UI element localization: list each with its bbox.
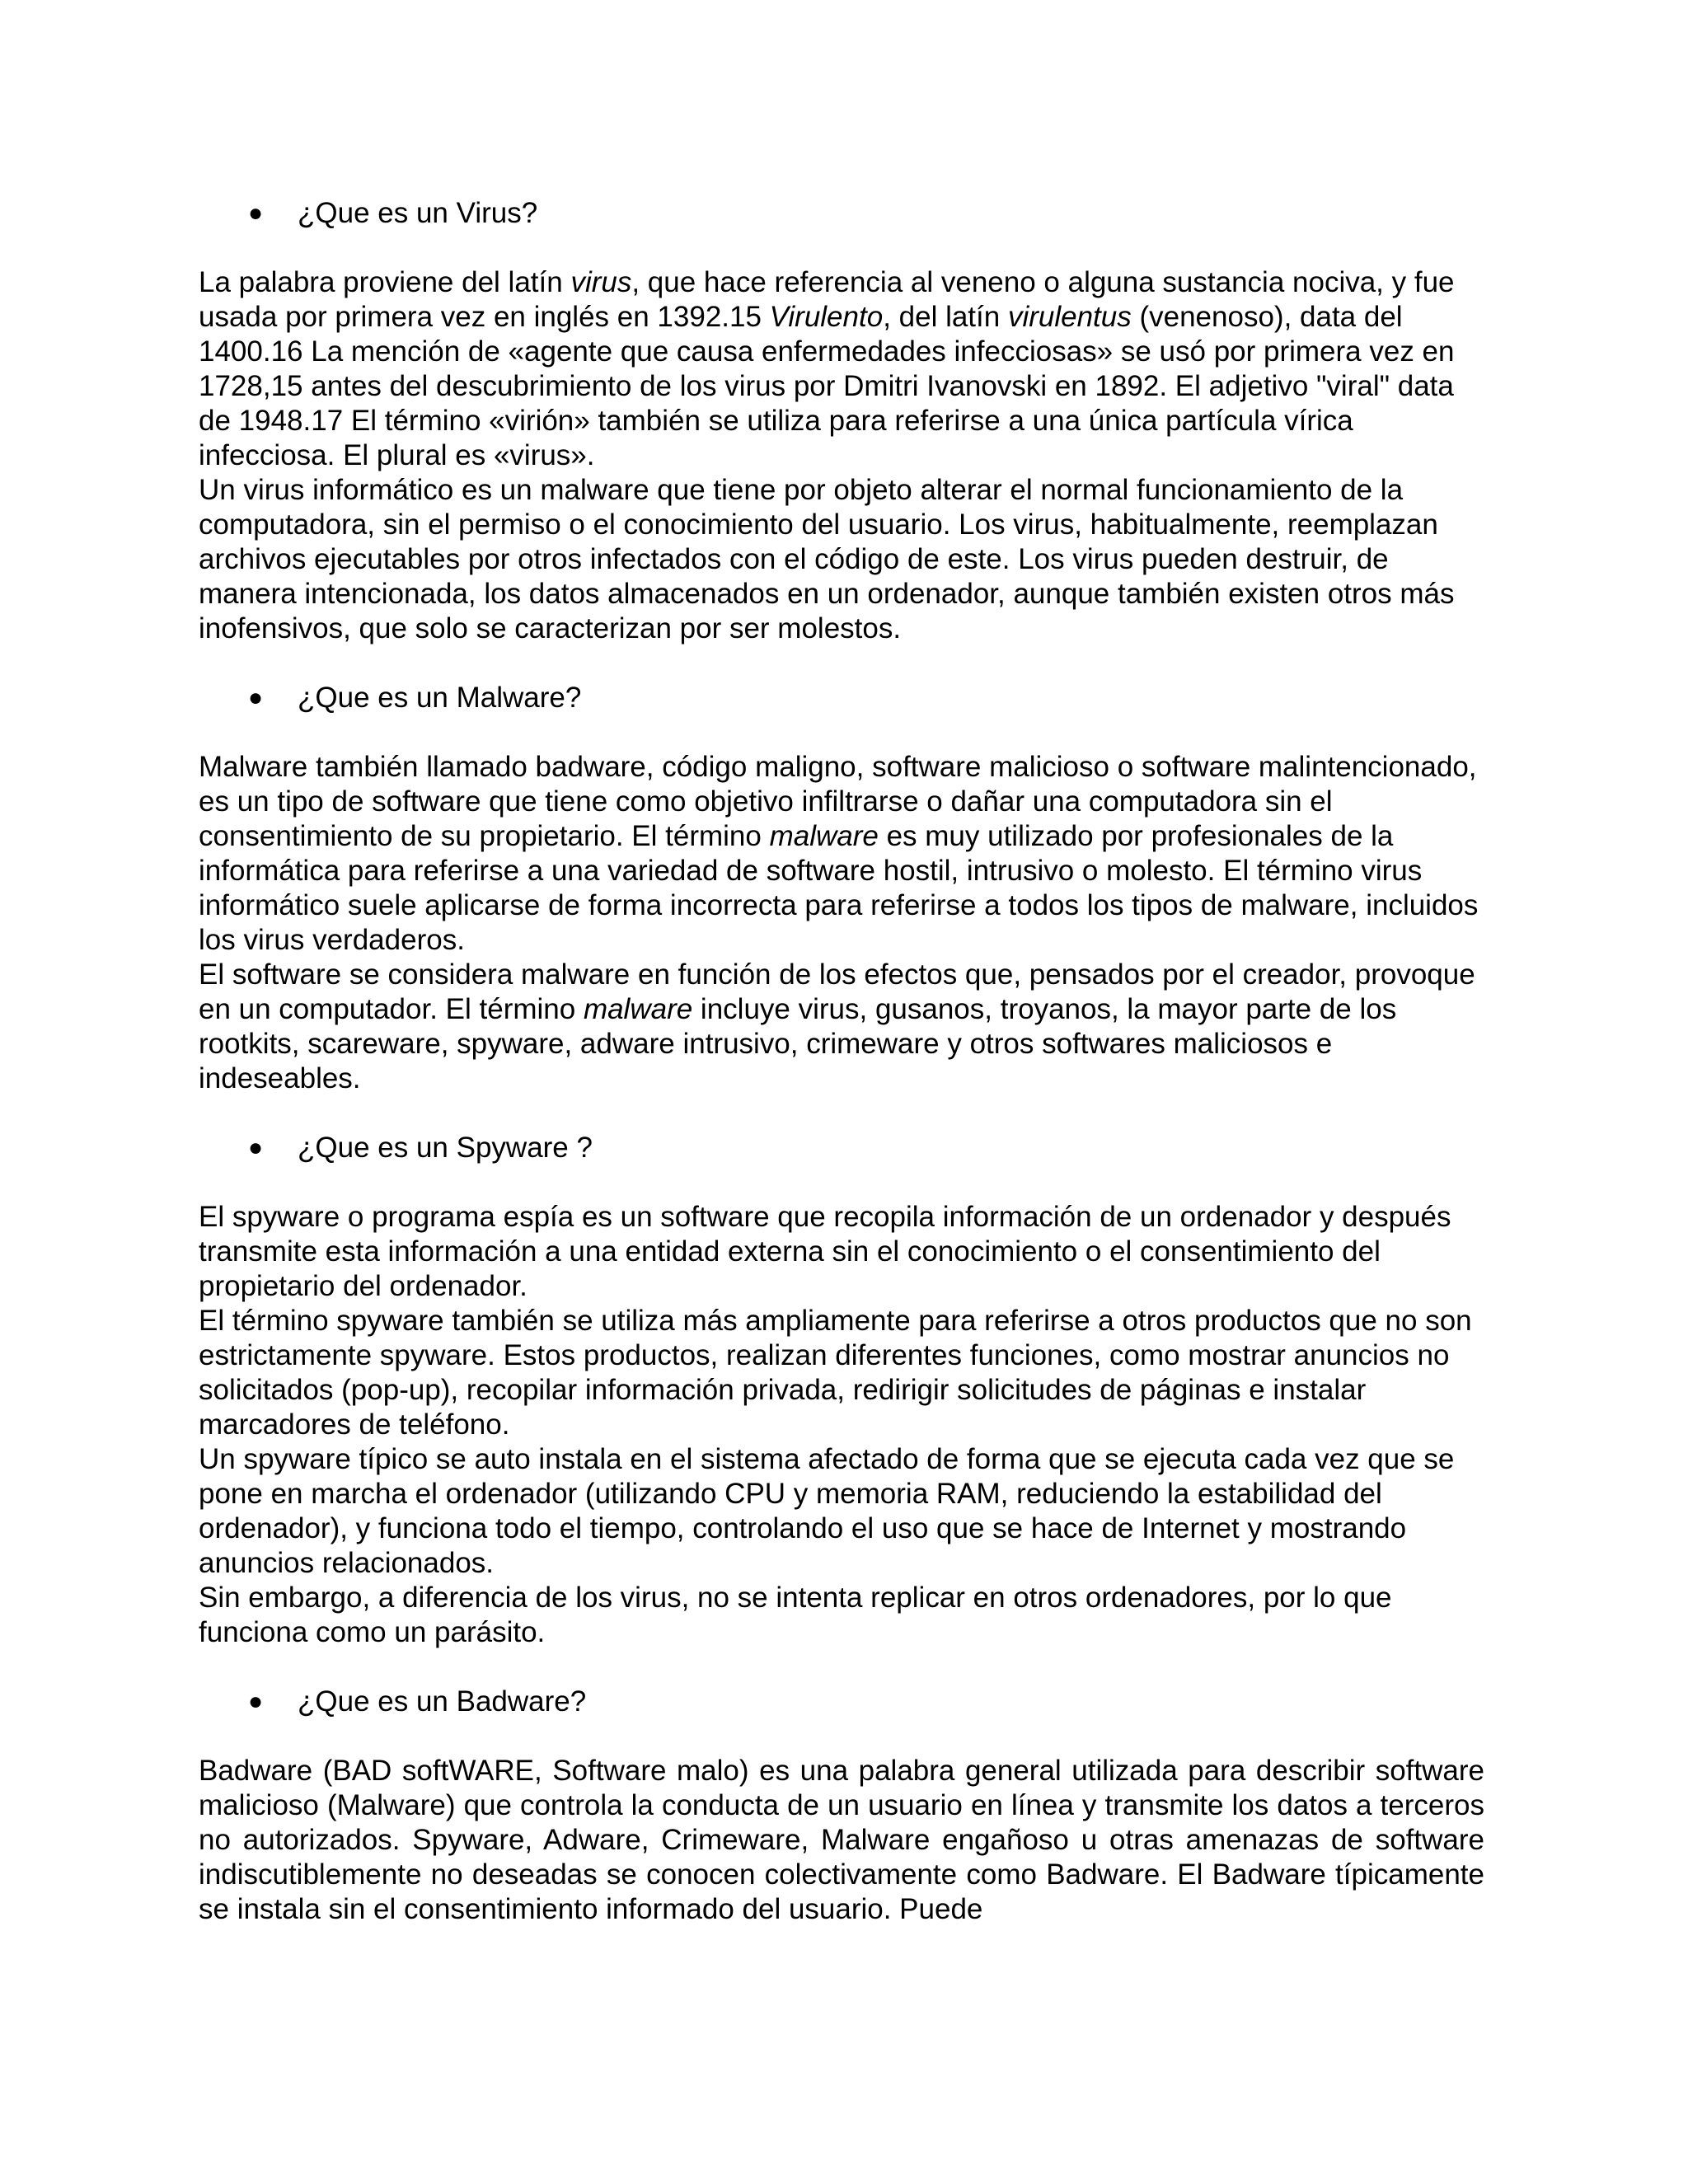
italic-text: malware <box>583 993 693 1025</box>
text-run: es muy utilizado por profesionales de la informática para referirse a una variedad de software hostil, intrusivo o molesto. El término virus informático suele aplicarse de forma incorrecta para referirse a todos los tipos de malware, incluidos los virus verdaderos. <box>199 820 1479 956</box>
bullet-icon: ● <box>248 1134 264 1161</box>
italic-text: malware <box>769 820 879 852</box>
paragraph <box>199 1442 1484 1581</box>
paragraph <box>199 1200 1484 1304</box>
text-run: El spyware o programa espía es un software que recopila información de un ordenador y después transmite esta información a una entidad externa sin el conocimiento o el consentimiento del propietario del ordenador. <box>199 1201 1451 1302</box>
text-run: (venenoso), data del 1400.16 La mención de «agente que causa enfermedades infecciosas» se usó por primera vez en 1728,15 antes del descubrimiento de los virus por Dmitri Ivanovski en 1892. El adjetivo "viral" data de 1948.17 El término «virión» también se utiliza para referirse a una única partícula vírica infecciosa. El plural es «virus». <box>199 301 1455 471</box>
bullet-icon: ● <box>248 199 264 227</box>
text-run: Badware (BAD softWARE, Software malo) es una palabra general utilizada para describir software malicioso (Malware) que controla la conducta de un usuario en línea y transmite los datos a terceros no autorizados. Spyware, Adware, Crimeware, Malware engañoso u otras amenazas de software indiscutiblemente no deseadas se conocen colectivamente como Badware. El Badware típicamente se instala sin el consentimiento informado del usuario. Puede <box>199 1755 1484 1925</box>
italic-text: virulentus <box>1007 301 1132 333</box>
text-run: Un virus informático es un malware que tiene por objeto alterar el normal funcionamiento de la computadora, sin el permiso o el conocimiento del usuario. Los virus, habitualmente, reemplazan archivos ejecutables por otros infectados con el código de este. Los virus pueden destruir, de manera intencionada, los datos almacenados en un ordenador, aunque también existen otros más inofensivos, que solo se caracterizan por ser molestos. <box>199 474 1455 644</box>
bullet-icon: ● <box>248 684 264 711</box>
section-heading <box>199 1685 1484 1719</box>
text-run: El término spyware también se utiliza más ampliamente para referirse a otros productos que no son estrictamente spyware. Estos productos, realizan diferentes funciones, como mostrar anuncios no solicitados (pop-up), recopilar información privada, redirigir solicitudes de páginas e instalar marcadores de teléfono. <box>199 1305 1472 1441</box>
paragraph <box>199 265 1484 473</box>
paragraph <box>199 473 1484 646</box>
section-heading-text: ¿Que es un Virus? <box>298 197 538 229</box>
section-heading-text: ¿Que es un Spyware ? <box>298 1132 593 1164</box>
text-run: , del latín <box>883 301 1008 333</box>
text-run: El software se considera malware en función de los efectos que, pensados por el creador, provoque en un computador. El término <box>199 958 1475 1025</box>
section-heading <box>199 196 1484 231</box>
text-run: La palabra proviene del latín <box>199 266 571 298</box>
section-heading-text: ¿Que es un Malware? <box>298 682 582 714</box>
text-run: Malware también llamado badware, código maligno, software malicioso o software malintencionado, es un tipo de software que tiene como objetivo infiltrarse o dañar una computadora sin el consentimiento de su propietario. El término <box>199 751 1477 852</box>
text-run: incluye virus, gusanos, troyanos, la mayor parte de los rootkits, scareware, spyware, adware intrusivo, crimeware y otros softwares maliciosos e indeseables. <box>199 993 1397 1094</box>
paragraph <box>199 1754 1484 1927</box>
section-heading <box>199 1131 1484 1165</box>
section-heading <box>199 681 1484 715</box>
paragraph <box>199 750 1484 958</box>
italic-text: virus <box>570 266 632 298</box>
paragraph <box>199 958 1484 1096</box>
paragraph <box>199 1304 1484 1442</box>
section-heading-text: ¿Que es un Badware? <box>298 1685 587 1718</box>
text-run: Sin embargo, a diferencia de los virus, no se intenta replicar en otros ordenadores, por lo que funciona como un parásito. <box>199 1582 1392 1648</box>
text-run: Un spyware típico se auto instala en el sistema afectado de forma que se ejecuta cada vez que se pone en marcha el ordenador (utilizando CPU y memoria RAM, reduciendo la estabilidad del ordenador), y funciona todo el tiempo, controlando el uso que se hace de Internet y mostrando anuncios relacionados. <box>199 1443 1455 1579</box>
bullet-icon: ● <box>248 1688 264 1715</box>
document-body <box>199 196 1484 1927</box>
italic-text: Virulento <box>769 301 884 333</box>
text-run: , que hace referencia al veneno o alguna sustancia nociva, y fue usada por primera vez en inglés en 1392.15 <box>199 266 1455 333</box>
paragraph <box>199 1581 1484 1650</box>
